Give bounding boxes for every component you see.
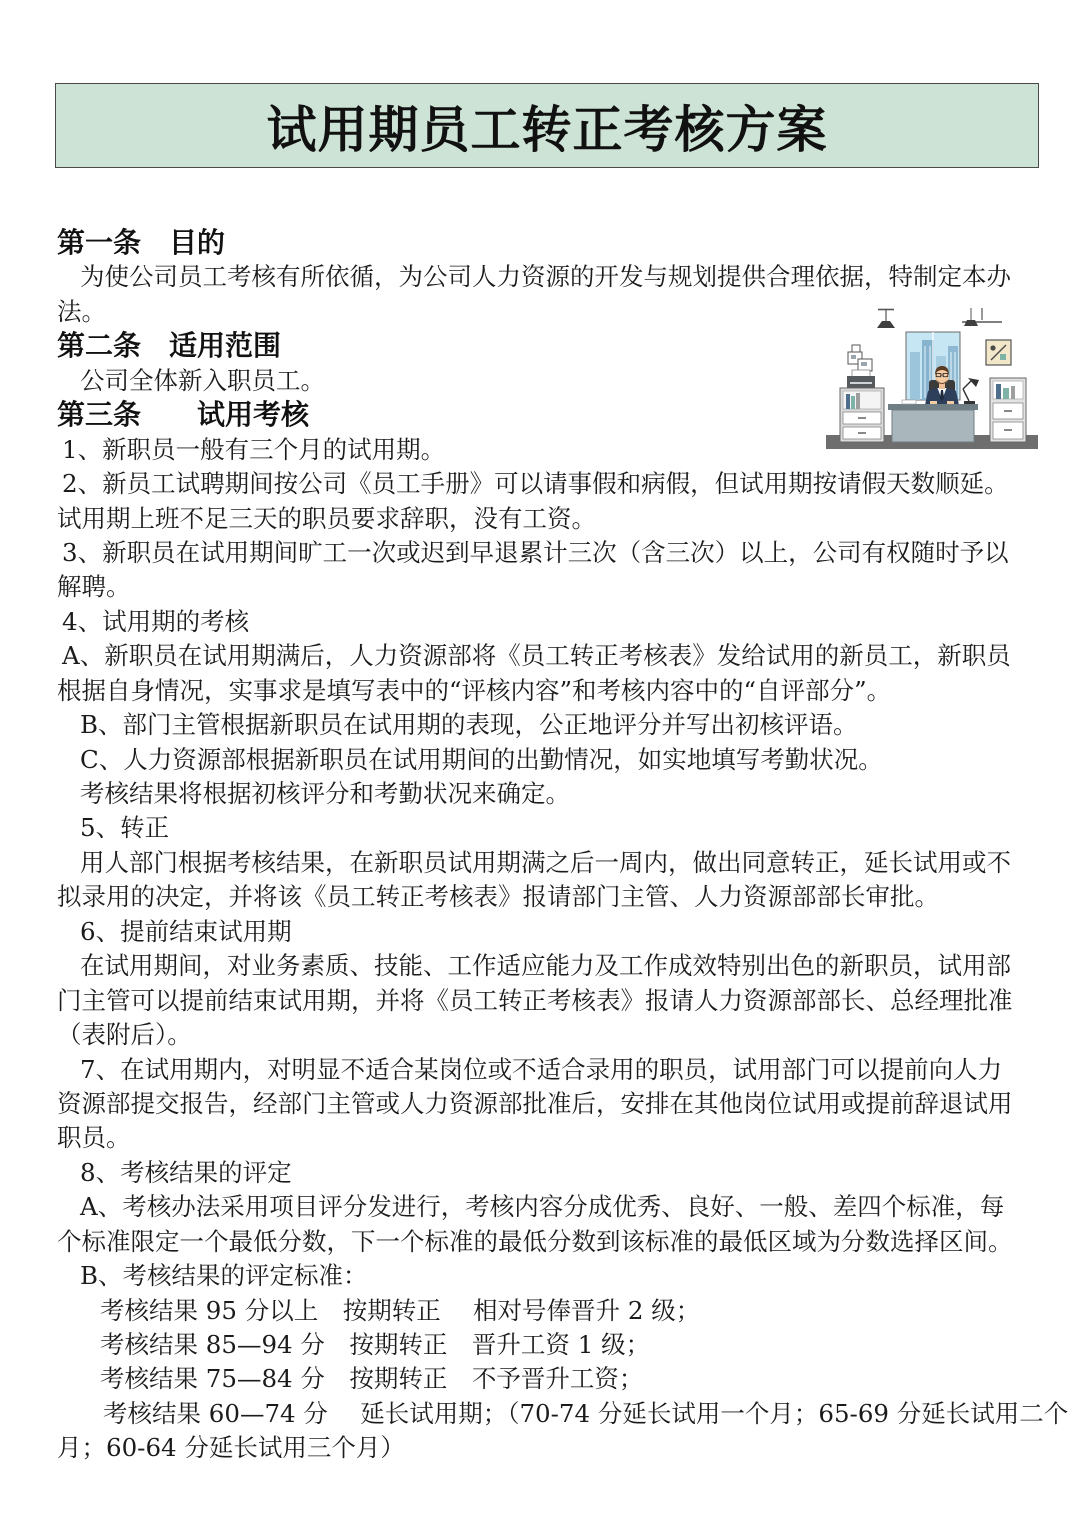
article2-heading: 第二条 适用范围: [57, 329, 282, 363]
item-4a-line: A、新职员在试用期满后，人力资源部将《员工转正考核表》发给试用的新员工，新职员: [62, 641, 1011, 671]
article3-heading: 第三条 试用考核: [57, 398, 310, 432]
item-8a-line: 个标准限定一个最低分数，下一个标准的最低分数到该标准的最低区域为分数选择区间。: [57, 1226, 1013, 1256]
article1-text-line: 为使公司员工考核有所依循，为公司人力资源的开发与规划提供合理依据，特制定本办: [80, 262, 1011, 292]
title-box: [55, 83, 1039, 168]
item-3-line: 3、新职员在试用期间旷工一次或迟到早退累计三次（含三次）以上，公司有权随时予以: [62, 537, 1009, 567]
item-6-heading: 6、提前结束试用期: [80, 916, 292, 946]
score-standard-line: 考核结果 60—74 分 延长试用期；（70-74 分延长试用一个月；65-69 分延长试用二个: [103, 1398, 1069, 1428]
document-body: [0, 226, 1080, 1466]
item-4c-line: C、人力资源部根据新职员在试用期间的出勤情况，如实地填写考勤状况。: [80, 744, 883, 774]
item-2-line: 试用期上班不足三天的职员要求辞职，没有工资。: [57, 503, 596, 533]
item-4-heading: 4、试用期的考核: [62, 606, 250, 636]
score-standard-line: 考核结果 85—94 分 按期转正 晋升工资 1 级；: [100, 1330, 651, 1359]
document-title: 试用期员工转正考核方案: [266, 100, 828, 159]
article2-text-line: 公司全体新入职员工。: [80, 365, 325, 395]
item-7-line: 7、在试用期内，对明显不适合某岗位或不适合录用的职员，试用部门可以提前向人力: [80, 1054, 1003, 1084]
item-6-line: 门主管可以提前结束试用期，并将《员工转正考核表》报请人力资源部部长、总经理批准: [57, 985, 1013, 1015]
item-8a-line: A、考核办法采用项目评分发进行，考核内容分成优秀、良好、一般、差四个标准，每: [80, 1192, 1005, 1222]
item-4-result-line: 考核结果将根据初核评分和考勤状况来确定。: [80, 779, 570, 808]
score-standard-line: 月；60-64 分延长试用三个月）: [57, 1433, 405, 1463]
item-8b-line: B、考核结果的评定标准：: [80, 1261, 368, 1291]
article1-heading: 第一条 目的: [57, 226, 226, 259]
item-7-line: 职员。: [57, 1123, 131, 1153]
score-standard-line: 考核结果 75—84 分 按期转正 不予晋升工资；: [100, 1364, 644, 1394]
article1-text-line: 法。: [57, 296, 106, 326]
item-1-line: 1、新职员一般有三个月的试用期。: [62, 434, 446, 464]
item-6-line: 在试用期间，对业务素质、技能、工作适应能力及工作成效特别出色的新职员，试用部: [80, 951, 1011, 981]
item-8-heading: 8、考核结果的评定: [80, 1157, 292, 1187]
item-5-heading: 5、转正: [80, 813, 170, 843]
item-3-line: 解聘。: [57, 572, 131, 602]
item-4a-line: 根据自身情况，实事求是填写表中的“评核内容”和考核内容中的“自评部分”。: [57, 675, 892, 705]
item-5-line: 拟录用的决定，并将该《员工转正考核表》报请部门主管、人力资源部部长审批。: [57, 882, 939, 912]
item-5-line: 用人部门根据考核结果，在新职员试用期满之后一周内，做出同意转正，延长试用或不: [80, 847, 1011, 877]
item-2-line: 2、新员工试聘期间按公司《员工手册》可以请事假和病假，但试用期按请假天数顺延。: [62, 469, 1009, 499]
item-6-line: （表附后）。: [57, 1020, 192, 1050]
item-7-line: 资源部提交报告，经部门主管或人力资源部批准后，安排在其他岗位试用或提前辞退试用: [57, 1088, 1013, 1118]
item-4b-line: B、部门主管根据新职员在试用期的表现，公正地评分并写出初核评语。: [80, 710, 858, 740]
score-standard-line: 考核结果 95 分以上 按期转正 相对号俸晋升 2 级；: [100, 1295, 701, 1325]
